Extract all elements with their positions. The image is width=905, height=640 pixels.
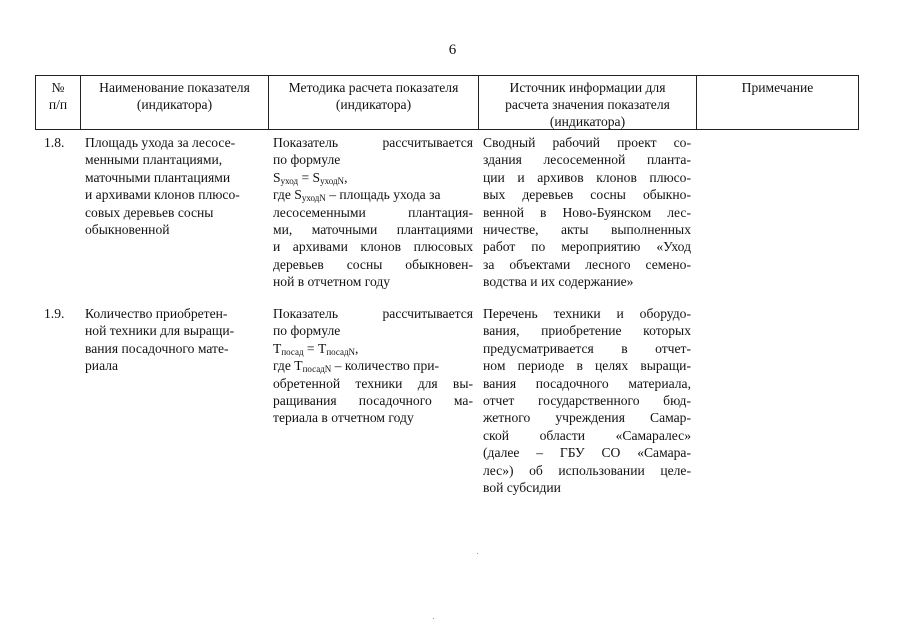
formula-subscript: уходN	[320, 175, 345, 186]
formula-equals: = S	[298, 169, 321, 185]
indicator-name	[85, 305, 263, 375]
scan-speck	[433, 618, 434, 619]
formula-subscript: уход	[280, 175, 299, 186]
method-line: Показатель рассчитывается	[273, 135, 473, 150]
header-note	[697, 79, 858, 96]
source-line: за объектами лесного семено-	[483, 256, 691, 272]
formula-subscript: посадN	[326, 346, 356, 357]
header-method-line: (индикатора)	[335, 97, 412, 112]
where-subscript: уходN	[301, 193, 326, 204]
formula-subscript: посад	[281, 346, 304, 357]
method-where	[273, 186, 473, 203]
source-line: венной в Ново-Буянском лес-	[483, 204, 691, 220]
header-source-line: Источник информации для	[509, 80, 666, 95]
method-line: ной в отчетном году	[273, 274, 391, 290]
source-line: Сводный рабочий проект со-	[483, 135, 691, 150]
formula-symbol: S	[273, 169, 281, 185]
source-line: Перечень техники и оборудо-	[483, 306, 691, 321]
indicator-name-line: совых деревьев сосны	[85, 204, 214, 220]
method-where	[273, 357, 473, 374]
header-number-line: п/п	[48, 97, 68, 112]
header-source-line: (индикатора)	[549, 114, 626, 129]
header-name-line: Наименование показателя	[99, 80, 250, 95]
calculation-method	[273, 305, 473, 427]
method-line: по формуле	[273, 152, 341, 168]
source-line: отчет государственного бюд-	[483, 393, 691, 409]
indicator-name	[85, 134, 263, 238]
page-number: 6	[448, 42, 457, 58]
method-line: Показатель рассчитывается	[273, 306, 473, 321]
header-name-line: (индикатора)	[136, 97, 213, 112]
method-line: и архивами клонов плюсовых	[273, 239, 473, 255]
source-line: вания, приобретение которых	[483, 323, 691, 339]
source-line: ции и архивов клонов плюсо-	[483, 169, 691, 185]
method-line: по формуле	[273, 323, 341, 339]
header-indicator-name	[81, 79, 268, 113]
information-source	[483, 134, 691, 291]
indicator-name-line: обыкновенной	[85, 222, 170, 238]
indicator-name-line: Количество приобретен-	[85, 306, 228, 321]
row-number: 1.9.	[44, 306, 65, 321]
indicator-name-line: ной техники для выращи-	[85, 323, 235, 339]
method-line: ращивания посадочного ма-	[273, 393, 473, 409]
source-line: ном периоде в целях выращи-	[483, 358, 691, 374]
source-line: жетного учреждения Самар-	[483, 410, 691, 426]
source-line: ской области «Самаралес»	[483, 427, 691, 443]
source-line: работ по мероприятию «Уход	[483, 239, 691, 255]
where-text: где S	[273, 187, 302, 203]
method-line: лесосеменными плантация-	[273, 204, 473, 220]
indicator-name-line: маточными плантациями	[85, 169, 231, 185]
method-formula	[273, 169, 473, 186]
header-method-line: Методика расчета показателя	[288, 80, 459, 95]
source-line: водства и их содержание»	[483, 274, 634, 290]
indicator-name-line: и архивами клонов плюсо-	[85, 187, 240, 203]
method-line: деревьев сосны обыкновен-	[273, 256, 473, 272]
where-subscript: посадN	[302, 364, 332, 375]
source-line: предусматривается в отчет-	[483, 340, 691, 356]
calculation-method	[273, 134, 473, 291]
formula-end: ,	[344, 169, 348, 185]
source-line: вания посадочного материала,	[483, 375, 691, 391]
header-calculation-method	[269, 79, 478, 113]
indicator-name-line: менными плантациями,	[85, 152, 223, 168]
indicator-name-line: вания посадочного мате-	[85, 340, 229, 356]
method-line: ми, маточными плантациями	[273, 222, 473, 238]
header-number-line: №	[51, 80, 65, 95]
source-line: вой субсидии	[483, 480, 561, 496]
formula-end: ,	[355, 340, 359, 356]
formula-symbol: T	[273, 340, 282, 356]
method-line: обретенной техники для вы-	[273, 375, 473, 391]
information-source	[483, 305, 691, 496]
where-rest: – площадь ухода за	[325, 187, 441, 203]
row-number: 1.8.	[44, 135, 65, 150]
header-number	[36, 79, 80, 113]
method-formula	[273, 340, 473, 357]
scan-speck	[477, 553, 478, 554]
indicator-name-line: Площадь ухода за лесосе-	[85, 135, 236, 150]
source-line: здания лесосеменной планта-	[483, 152, 691, 168]
header-information-source	[479, 79, 696, 130]
header-divider	[858, 75, 859, 130]
source-line: ничестве, акты выполненных	[483, 222, 691, 238]
header-source-line: расчета значения показателя	[505, 97, 670, 112]
source-line: вых деревьев сосны обыкно-	[483, 187, 691, 203]
header-note-line: Примечание	[741, 80, 814, 95]
where-rest: – количество при-	[331, 358, 440, 374]
method-line: териала в отчетном году	[273, 410, 414, 426]
formula-equals: = T	[303, 340, 327, 356]
source-line: (далее – ГБУ СО «Самара-	[483, 445, 691, 461]
indicator-name-line: риала	[85, 358, 119, 374]
where-text: где T	[273, 358, 303, 374]
source-line: лес») об использовании целе-	[483, 462, 691, 478]
